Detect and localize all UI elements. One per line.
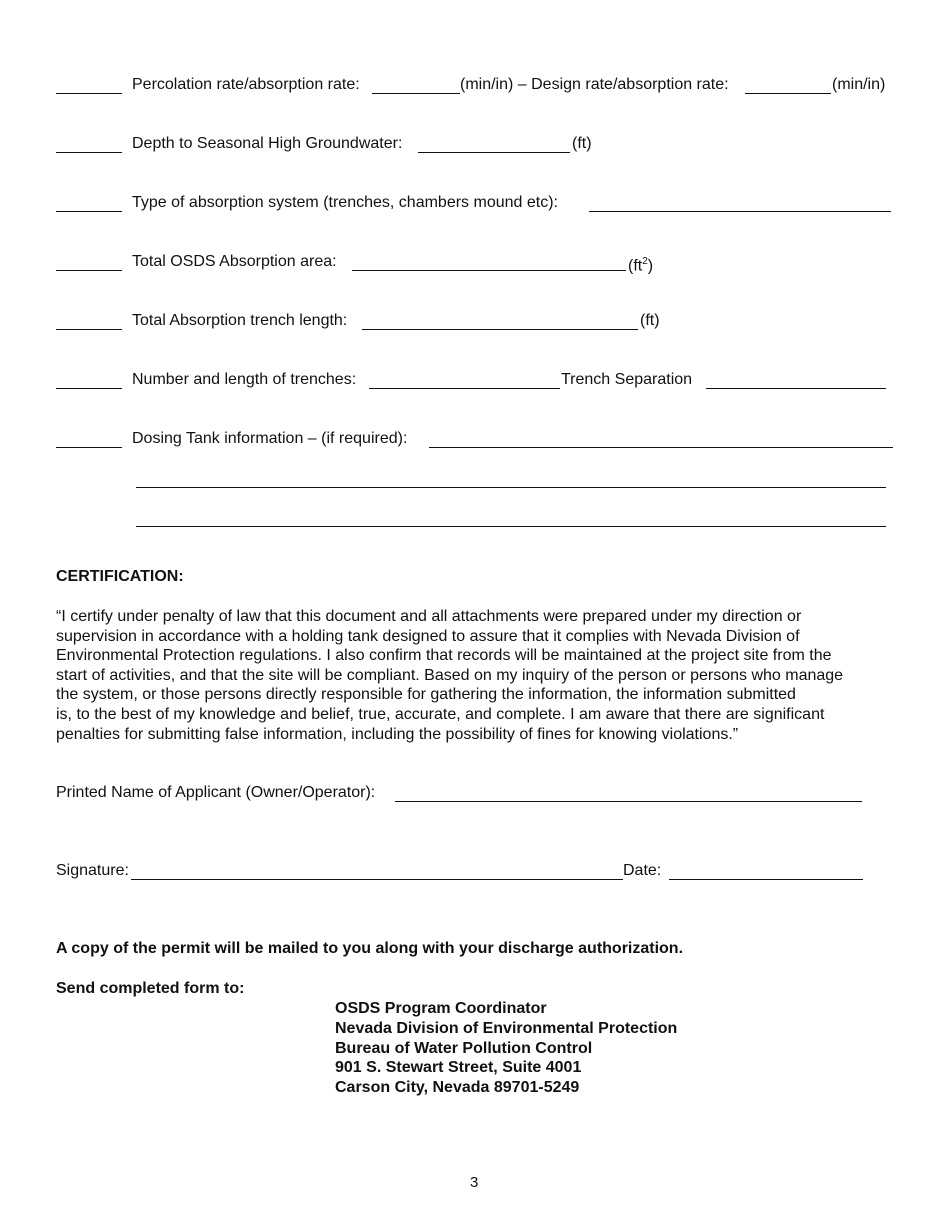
dosing-tank-extra-line-2[interactable] (136, 526, 886, 527)
dosing-tank-label: Dosing Tank information – (if required): (132, 430, 408, 447)
date-input[interactable] (669, 879, 863, 880)
trenches-check-blank[interactable] (56, 388, 122, 389)
dosing-tank-extra-line-1[interactable] (136, 487, 886, 488)
address-line: Carson City, Nevada 89701-5249 (335, 1079, 580, 1097)
signature-label: Signature: (56, 862, 129, 879)
design-rate-unit: (min/in) (832, 76, 886, 93)
certification-statement (56, 607, 896, 744)
address-line: Bureau of Water Pollution Control (335, 1039, 593, 1057)
certification-line: “I certify under penalty of law that this document and all attachments were prepared under my direction or (56, 608, 802, 625)
absorption-area-label: Total OSDS Absorption area: (132, 253, 337, 270)
absorption-type-label: Type of absorption system (trenches, chambers mound etc): (132, 194, 558, 211)
send-completed-label: Send completed form to: (56, 980, 245, 997)
copy-notice: A copy of the permit will be mailed to you along with your discharge authorization. (56, 940, 684, 957)
percolation-rate-input[interactable] (372, 93, 460, 94)
certification-line: Environmental Protection regulations. I also confirm that records will be maintained at the project site from the (56, 647, 832, 665)
groundwater-check-blank[interactable] (56, 152, 122, 153)
dosing-tank-input[interactable] (429, 447, 893, 448)
trench-separation-label: Trench Separation (561, 371, 693, 388)
groundwater-depth-input[interactable] (418, 152, 570, 153)
absorption-type-input[interactable] (589, 211, 891, 212)
groundwater-label: Depth to Seasonal High Groundwater: (132, 135, 403, 152)
mailing-address (335, 999, 677, 1098)
address-line: 901 S. Stewart Street, Suite 4001 (335, 1059, 582, 1077)
trenches-label: Number and length of trenches: (132, 371, 357, 388)
trench-length-unit: (ft) (640, 312, 660, 329)
page-number: 3 (470, 1174, 479, 1191)
certification-line: the system, or those persons directly responsible for gathering the information, the information submitted (56, 686, 796, 704)
percolation-unit-design-label: (min/in) – Design rate/absorption rate: (460, 76, 729, 93)
dosing-tank-check-blank[interactable] (56, 447, 122, 448)
groundwater-unit: (ft) (572, 135, 592, 152)
trench-length-label: Total Absorption trench length: (132, 312, 348, 329)
design-rate-input[interactable] (745, 93, 831, 94)
trench-length-check-blank[interactable] (56, 329, 122, 330)
address-line: OSDS Program Coordinator (335, 1000, 547, 1017)
printed-name-input[interactable] (395, 801, 862, 802)
absorption-area-input[interactable] (352, 270, 626, 271)
certification-heading: CERTIFICATION: (56, 568, 184, 585)
trench-length-input[interactable] (362, 329, 638, 330)
trench-separation-input[interactable] (706, 388, 886, 389)
address-line: Nevada Division of Environmental Protection (335, 1019, 678, 1037)
certification-line: penalties for submitting false information, including the possibility of fines for knowing violations.” (56, 725, 739, 743)
date-label: Date: (623, 862, 662, 879)
certification-line: start of activities, and that the site will be compliant. Based on my inquiry of the person or persons who manage (56, 666, 844, 684)
signature-input[interactable] (131, 879, 623, 880)
certification-line: supervision in accordance with a holding tank designed to assure that it complies with Nevada Division of (56, 627, 800, 645)
percolation-label: Percolation rate/absorption rate: (132, 76, 360, 93)
absorption-area-check-blank[interactable] (56, 270, 122, 271)
printed-name-label: Printed Name of Applicant (Owner/Operator): (56, 784, 376, 801)
absorption-area-unit: $(ft^2)$ (628, 256, 654, 275)
absorption-type-check-blank[interactable] (56, 211, 122, 212)
percolation-check-blank[interactable] (56, 93, 122, 94)
certification-line: is, to the best of my knowledge and belief, true, accurate, and complete. I am aware that there are significant (56, 705, 825, 723)
trenches-input[interactable] (369, 388, 560, 389)
